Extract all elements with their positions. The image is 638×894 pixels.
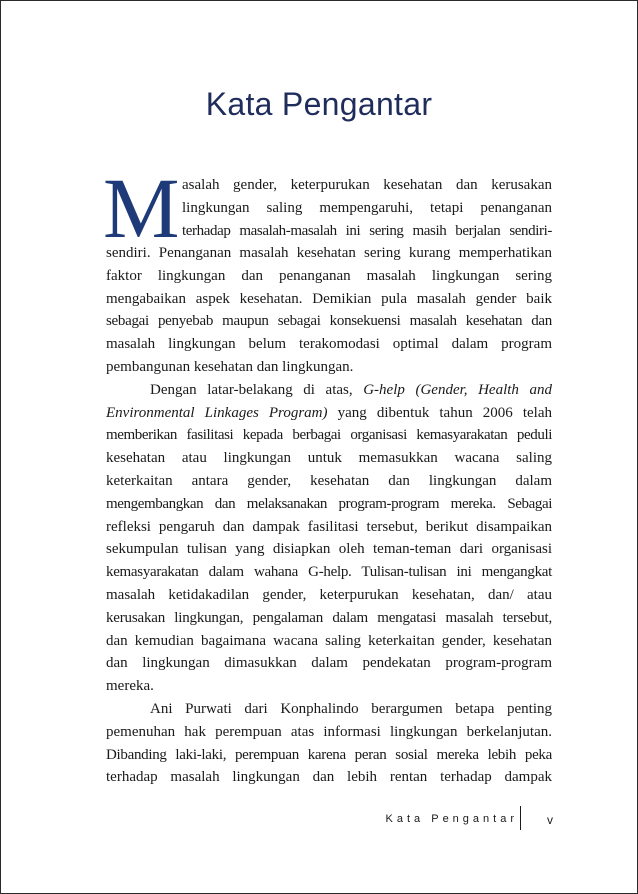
text-line (106, 379, 552, 402)
text-line: memberikan fasilitasi kepada berbagai organisasi kemasyarakatan peduli (106, 427, 552, 444)
text-line: sekumpulan tulisan yang disiapkan oleh teman-teman dari organisasi (106, 541, 552, 558)
page-number: v (547, 813, 553, 827)
body-text (106, 242, 552, 789)
text-line: masalah lingkungan belum terakomodasi optimal dalam program (106, 336, 552, 353)
page-title: Kata Pengantar (205, 86, 433, 122)
text-line: mengabaikan aspek kesehatan. Demikian pula masalah gender baik (106, 290, 552, 307)
program-name-italic: Environmental Linkages Program) (106, 404, 328, 421)
text-span: Dengan latar-belakang di atas, (150, 381, 353, 398)
text-line: pemenuhan hak perempuan atas informasi lingkungan berkelanjutan. (106, 723, 552, 740)
intro-paragraph-top (106, 174, 552, 242)
text-line: dan kemudian bagaimana wacana saling keterkaitan gender, kesehatan (106, 632, 552, 649)
text-line: kesehatan atau lingkungan untuk memasukkan wacana saling (106, 450, 552, 467)
text-line (106, 402, 552, 425)
text-line: kerusakan lingkungan, pengalaman dalam mengatasi masalah tersebut, (106, 609, 552, 626)
text-line: sendiri. Penanganan masalah kesehatan sering kurang memperhatikan (106, 245, 552, 261)
text-line: Ani Purwati dari Konphalindo berargumen betapa penting (150, 700, 552, 717)
text-line: pembangunan kesehatan dan lingkungan. (106, 358, 354, 375)
text-line: sebagai penyebab maupun sebagai konsekuensi masalah kesehatan dan (106, 313, 552, 330)
program-name-italic: G-help (Gender, Health and (363, 381, 553, 398)
text-span: yang dibentuk tahun 2006 telah (337, 404, 552, 421)
footer-divider (520, 806, 521, 830)
text-line: lingkungan saling mempengaruhi, tetapi penanganan (182, 199, 552, 216)
text-line: terhadap masalah-masalah ini sering masih berjalan sendiri- (182, 222, 552, 239)
text-line: keterkaitan antara gender, kesehatan dan lingkungan dalam (106, 472, 552, 489)
footer-section-label: Kata Pengantar (385, 813, 518, 825)
text-line: Dibanding laki-laki, perempuan karena peran sosial mereka lebih peka (106, 746, 552, 763)
drop-cap: M (103, 160, 180, 256)
text-line: terhadap masalah lingkungan dan lebih rentan terhadap dampak (106, 769, 552, 786)
text-line: kemasyarakatan dalam wahana G-help. Tulisan-tulisan ini mengangkat (106, 564, 552, 581)
text-line: asalah gender, keterpurukan kesehatan dan kerusakan (182, 177, 552, 193)
text-line: faktor lingkungan dan penanganan masalah lingkungan sering (106, 267, 552, 284)
text-line: dan lingkungan dimasukkan dalam pendekatan program-program (106, 655, 552, 672)
text-line: refleksi pengaruh dan dampak fasilitasi tersebut, berikut disampaikan (106, 518, 552, 535)
text-line: mereka. (106, 678, 154, 695)
text-line: masalah ketidakadilan gender, keterpurukan kesehatan, dan/ atau (106, 586, 552, 603)
text-line: mengembangkan dan melaksanakan program-program mereka. Sebagai (106, 495, 552, 512)
